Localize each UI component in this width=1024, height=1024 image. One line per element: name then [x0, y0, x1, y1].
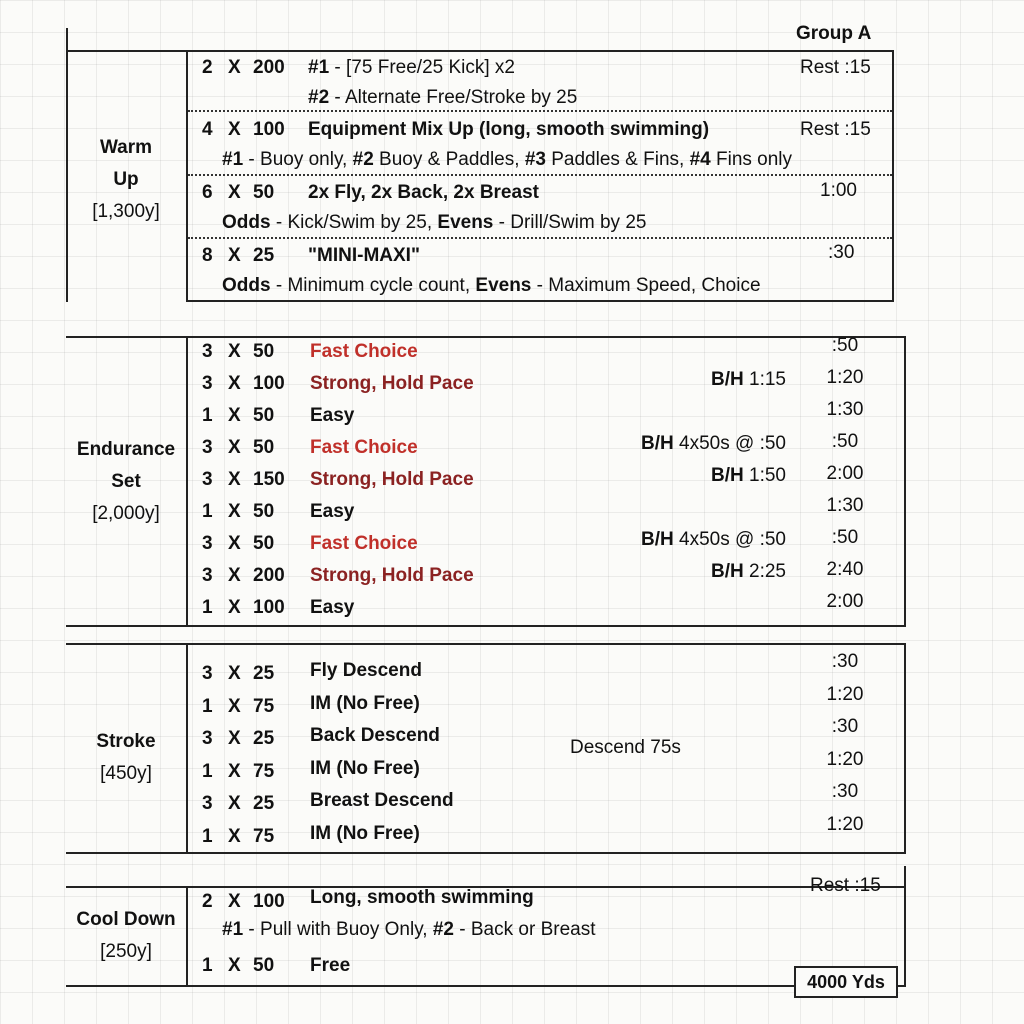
- cooldown-title: Cool Down [250y]: [66, 904, 186, 968]
- bh-note: B/H 1:50: [711, 465, 786, 486]
- cooldown-yardage: [250y]: [100, 941, 152, 962]
- set-description: Back Descend: [310, 725, 440, 746]
- set-description: Strong, Hold Pace: [310, 469, 474, 490]
- set-description: IM (No Free): [310, 692, 420, 714]
- set-description: Easy: [310, 405, 355, 426]
- total-yards-box: [794, 966, 898, 998]
- interval: :50: [831, 335, 859, 356]
- set-description: IM (No Free): [310, 822, 420, 844]
- bh-note: B/H 4x50s @ :50: [641, 433, 786, 454]
- bh-note: B/H 2:25: [711, 561, 786, 582]
- interval: :50: [831, 431, 859, 452]
- set-description: Fly Descend: [310, 660, 422, 681]
- set-description: Fast Choice: [310, 533, 418, 554]
- interval: 2:40: [826, 559, 864, 580]
- set-description: Fast Choice: [310, 341, 418, 362]
- set-description: Fast Choice: [310, 437, 418, 458]
- interval: :30: [831, 651, 859, 672]
- interval: 1:00: [820, 180, 857, 201]
- interval: 1:30: [826, 399, 864, 420]
- set-description: IM (No Free): [310, 757, 420, 779]
- left-margin-line: [66, 28, 68, 50]
- interval: Rest :15: [810, 875, 881, 896]
- set-description: Easy: [310, 501, 355, 522]
- interval: 2:00: [826, 463, 864, 484]
- bh-note: B/H 1:15: [711, 369, 786, 390]
- interval: Rest :15: [800, 57, 871, 78]
- interval: 1:20: [826, 683, 864, 705]
- descend-note: Descend 75s: [570, 737, 681, 758]
- bh-note: B/H 4x50s @ :50: [641, 529, 786, 550]
- stroke-yardage: [450y]: [100, 763, 152, 784]
- warmup-yardage: [1,300y]: [92, 201, 160, 222]
- total-yards: 4000 Yds: [807, 972, 885, 992]
- set-description: Strong, Hold Pace: [310, 373, 474, 394]
- interval: :30: [831, 781, 859, 802]
- set-description: Breast Descend: [310, 790, 454, 811]
- interval: :50: [831, 527, 859, 548]
- set-description: Strong, Hold Pace: [310, 565, 474, 586]
- stroke-title: Stroke [450y]: [66, 726, 186, 790]
- interval: :30: [828, 242, 855, 263]
- interval: 1:30: [826, 495, 864, 516]
- interval: 1:20: [826, 813, 864, 835]
- interval: 2:00: [826, 591, 864, 612]
- group-header: Group A: [796, 23, 872, 44]
- interval: Rest :15: [800, 119, 871, 140]
- interval: 1:20: [826, 367, 864, 388]
- interval: 1:20: [826, 748, 864, 770]
- endurance-title: Endurance Set [2,000y]: [66, 434, 186, 530]
- endurance-yardage: [2,000y]: [92, 503, 160, 524]
- warmup-title: Warm Up [1,300y]: [66, 132, 186, 228]
- interval: :30: [831, 716, 859, 737]
- set-description: Easy: [310, 597, 355, 618]
